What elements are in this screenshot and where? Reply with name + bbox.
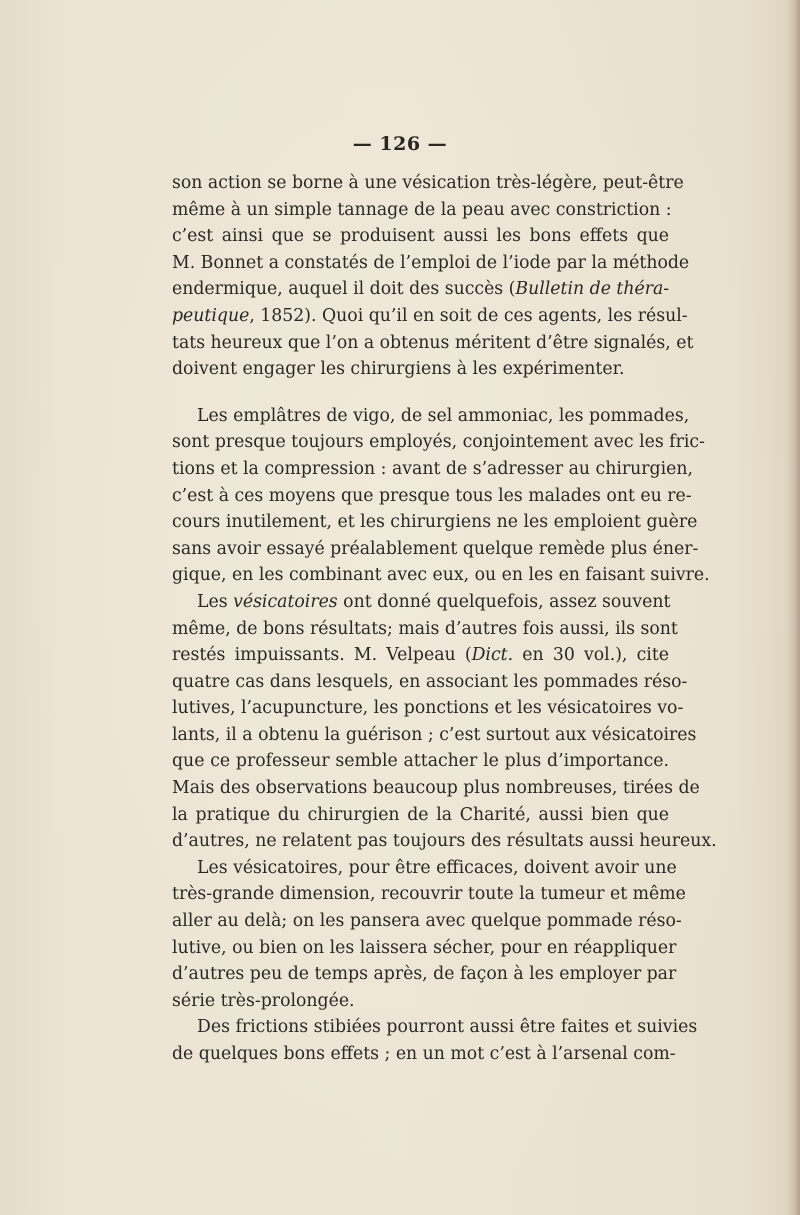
text-line: son action se borne à une vésication très-légère, peut-être [172,173,684,193]
text-line: que ce professeur semble attacher le plus d’importance. [172,751,669,772]
text-line: c’est ainsi que se produisent aussi les bons effets que [172,226,669,247]
text-line: d’autres, ne relatent pas toujours des résultats aussi heureux. [172,831,717,852]
text-line: tions et la compression : avant de s’adresser au chirurgien, [172,458,693,479]
italic-text: Bulletin de théra- [515,279,670,300]
paragraph [172,855,686,1015]
text-line: gique, en les combinant avec eux, ou en les en faisant suivre. [172,565,710,586]
text-line: Les emplâtres de vigo, de sel ammoniac, les pommades, [197,405,690,426]
italic-text: peutique [172,305,250,326]
text-line: aller au delà; on les pansera avec quelque pommade réso- [172,911,682,932]
paragraph [172,403,710,589]
text-line: même à un simple tannage de la peau avec constriction : [172,199,672,220]
text-line: d’autres peu de temps après, de façon à les employer par [172,964,677,985]
text-line: doivent engager les chirurgiens à les expérimenter. [172,359,625,380]
paragraph [172,1014,698,1067]
text-line: cours inutilement, et les chirurgiens ne les emploient guère [172,512,698,533]
text-line: Les vésicatoires, pour être efficaces, doivent avoir une [197,857,677,878]
italic-text: vésicatoires [233,591,338,612]
text-line: sans avoir essayé préalablement quelque remède plus éner- [172,538,699,559]
text-line: M. Bonnet a constatés de l’emploi de l’iode par la méthode [172,252,690,273]
text-line: très-grande dimension, recouvrir toute la tumeur et même [172,884,686,905]
text-line: c’est à ces moyens que presque tous les malades ont eu re- [172,485,692,506]
text-line: Les vésicatoires ont donné quelquefois, assez souvent [197,591,671,612]
text-line: lants, il a obtenu la guérison ; c’est surtout aux vésicatoires [172,724,697,745]
text-line: sont presque toujours employés, conjointement avec les fric- [172,432,705,453]
page-edge-shadow [786,0,800,1215]
text-line: tats heureux que l’on a obtenus méritent d’être signalés, et [172,332,694,353]
text-line: peutique, 1852). Quoi qu’il en soit de ces agents, les résul- [172,305,688,326]
text-line: Mais des observations beaucoup plus nombreuses, tirées de [172,778,700,799]
text-line: endermique, auquel il doit des succès (Bulletin de théra- [172,279,670,300]
page-number: — 126 — [352,133,448,155]
text-line: lutive, ou bien on les laissera sécher, pour en réappliquer [172,937,677,958]
italic-text: Dict. [471,645,514,666]
text-line: de quelques bons effets ; en un mot c’est à l’arsenal com- [172,1044,676,1064]
paragraph [172,589,717,855]
text-line: même, de bons résultats; mais d’autres fois aussi, ils sont [172,618,678,639]
text-line: lutives, l’acupuncture, les ponctions et les vésicatoires vo- [172,698,684,719]
body-text [172,170,717,1068]
text-line: Des frictions stibiées pourront aussi être faites et suivies [197,1017,698,1038]
paragraph-gap [172,383,669,403]
text-line: série très-prolongée. [172,990,355,1011]
text-line: restés impuissants. M. Velpeau (Dict. en 30 vol.), cite [172,645,669,666]
paragraph [172,170,694,383]
text-line: quatre cas dans lesquels, en associant les pommades réso- [172,671,688,692]
text-line: la pratique du chirurgien de la Charité, aussi bien que [172,804,669,825]
